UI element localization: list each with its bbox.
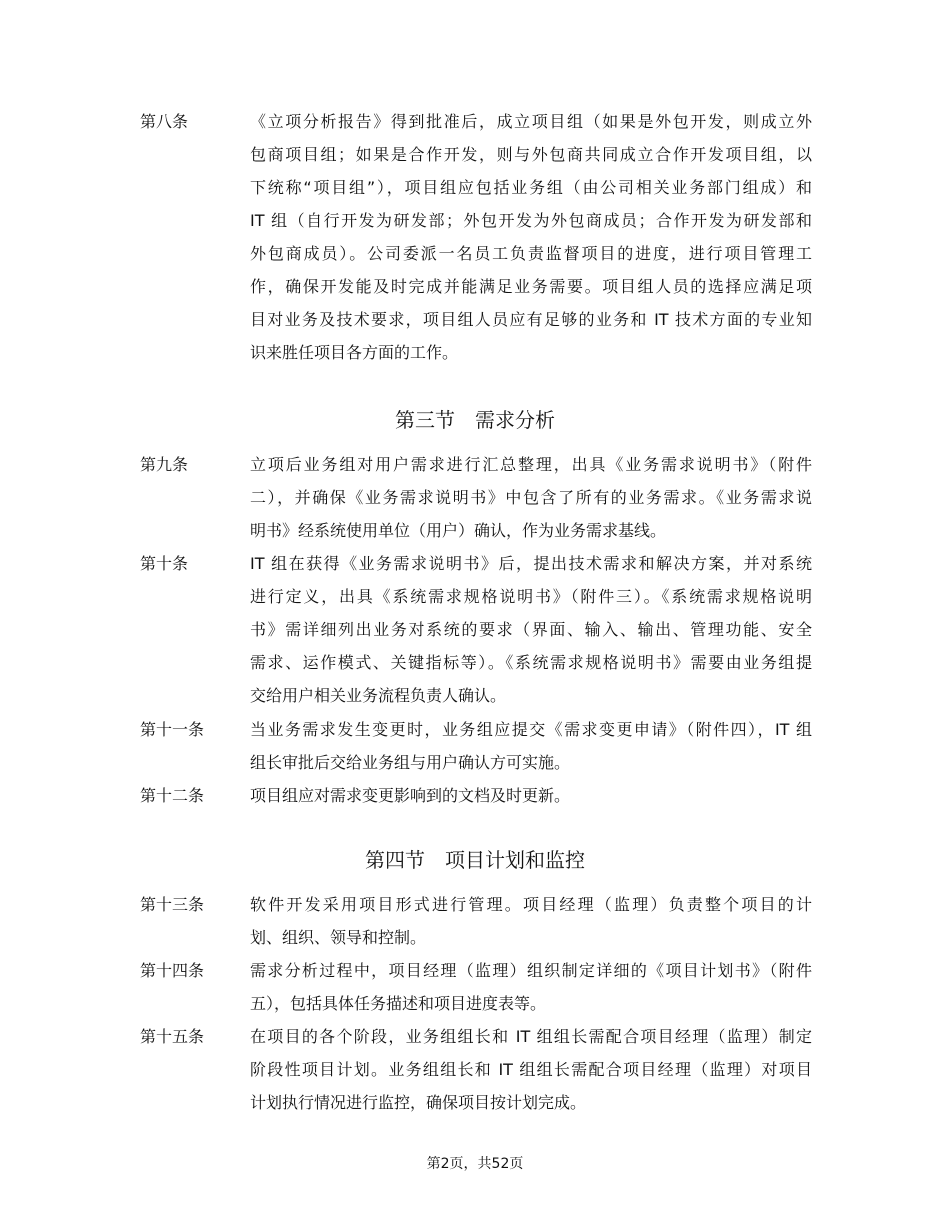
article-text-line: 书》需详细列出业务对系统的要求（界面、输入、输出、管理功能、安全 (250, 620, 812, 639)
article-text-line: 立项后业务组对用户需求进行汇总整理，出具《业务需求说明书》（附件 (250, 455, 812, 474)
article-text-line: 交给用户相关业务流程负责人确认。 (250, 686, 507, 705)
article-number: 第十五条 (140, 1027, 205, 1046)
article-text-line: 计划执行情况进行监控，确保项目按计划完成。 (250, 1093, 587, 1112)
article-text-line: 五），包括具体任务描述和项目进度表等。 (250, 994, 547, 1013)
article-number: 第十四条 (140, 961, 205, 980)
page-footer: 第2页，共52页 (426, 1156, 524, 1172)
article-text-line: 进行定义，出具《系统需求规格说明书》（附件三）。《系统需求规格说明 (250, 587, 812, 606)
article-text-line: 软件开发采用项目形式进行管理。项目经理（监理）负责整个项目的计 (250, 895, 812, 914)
article-text-line: 包商项目组；如果是合作开发，则与外包商共同成立合作开发项目组，以 (250, 145, 812, 164)
article-number: 第九条 (140, 455, 189, 474)
article-text-line: 明书》经系统使用单位（用户）确认，作为业务需求基线。 (250, 521, 667, 540)
article-number: 第十三条 (140, 895, 205, 914)
article-text-line: 组长审批后交给业务组与用户确认方可实施。 (250, 753, 571, 772)
article-text-line: IT 组（自行开发为研发部；外包开发为外包商成员；合作开发为研发部和 (250, 211, 812, 230)
article-text-line: 项目组应对需求变更影响到的文档及时更新。 (250, 786, 571, 805)
article-text-line: 外包商成员）。公司委派一名员工负责监督项目的进度，进行项目管理工 (250, 244, 812, 263)
article-text-line: 《立项分析报告》得到批准后，成立项目组（如果是外包开发，则成立外 (250, 112, 812, 131)
article-text-line: IT 组在获得《业务需求说明书》后，提出技术需求和解决方案，并对系统 (250, 554, 812, 573)
article-text-line: 划、组织、领导和控制。 (250, 928, 427, 947)
article-number: 第八条 (140, 112, 189, 131)
section-heading-project-planning: 第四节 项目计划和监控 (365, 848, 585, 872)
article-text-line: 作，确保开发能及时完成并能满足业务需要。项目组人员的选择应满足项 (250, 277, 812, 296)
article-text-line: 二），并确保《业务需求说明书》中包含了所有的业务需求。《业务需求说 (250, 488, 812, 507)
article-text-line: 下统称“项目组”），项目组应包括业务组（由公司相关业务部门组成）和 (250, 178, 812, 197)
article-text-line: 需求分析过程中，项目经理（监理）组织制定详细的《项目计划书》（附件 (250, 961, 812, 980)
article-number: 第十二条 (140, 786, 205, 805)
article-number: 第十条 (140, 554, 189, 573)
article-text-line: 需求、运作模式、关键指标等）。《系统需求规格说明书》需要由业务组提 (250, 653, 812, 672)
article-text-line: 识来胜任项目各方面的工作。 (250, 343, 459, 362)
article-number: 第十一条 (140, 720, 205, 739)
article-text-line: 在项目的各个阶段，业务组组长和 IT 组组长需配合项目经理（监理）制定 (250, 1027, 812, 1046)
article-text-line: 目对业务及技术要求，项目组人员应有足够的业务和 IT 技术方面的专业知 (250, 310, 812, 329)
article-text-line: 当业务需求发生变更时，业务组应提交《需求变更申请》（附件四），IT 组 (250, 720, 812, 739)
article-text-line: 阶段性项目计划。业务组组长和 IT 组组长需配合项目经理（监理）对项目 (250, 1060, 812, 1079)
section-heading-requirements-analysis: 第三节 需求分析 (395, 408, 555, 432)
